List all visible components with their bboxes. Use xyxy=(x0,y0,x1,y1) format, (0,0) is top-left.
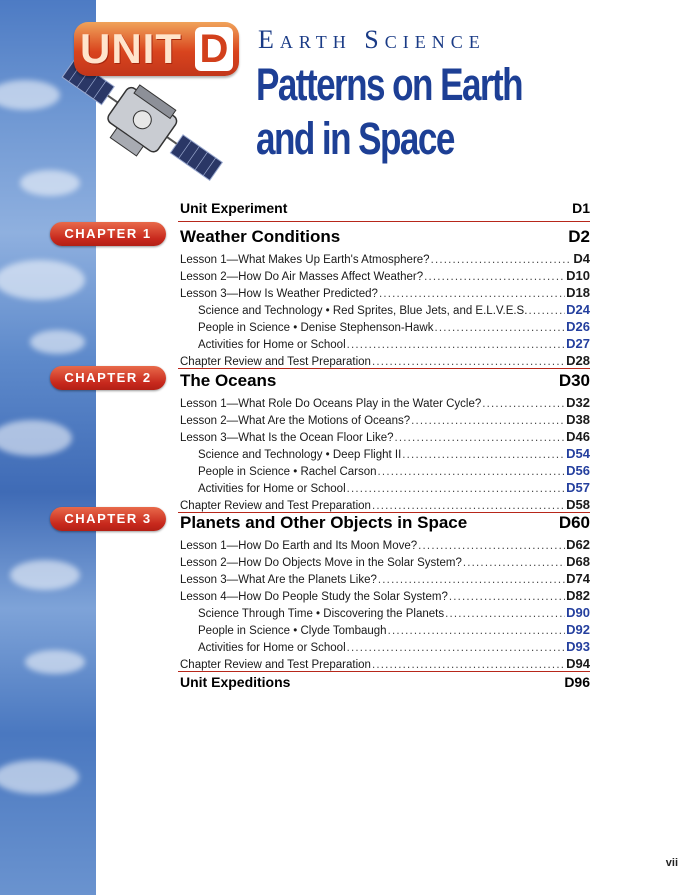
entry-page: D27 xyxy=(566,336,590,351)
entry-page: D62 xyxy=(566,537,590,552)
leader-dots xyxy=(388,624,566,639)
chapter-3-page: D60 xyxy=(558,513,590,532)
toc-entry[interactable] xyxy=(198,622,590,637)
unit-letter: D xyxy=(199,27,229,71)
entry-text: Activities for Home or School xyxy=(198,642,346,654)
entry-text: Lesson 3—What Are the Planets Like? xyxy=(180,574,377,586)
leader-dots xyxy=(347,641,566,656)
toc-entry[interactable] xyxy=(198,336,590,351)
toc-entry[interactable] xyxy=(180,285,590,300)
chapter-1-title: Weather Conditions xyxy=(180,227,341,246)
entry-text: Chapter Review and Test Preparation xyxy=(180,500,371,512)
chapter-2-title: The Oceans xyxy=(180,371,277,390)
unit-expeditions-row[interactable] xyxy=(180,674,590,690)
toc-entry[interactable] xyxy=(198,463,590,478)
divider-rule xyxy=(178,368,590,369)
toc-entry[interactable] xyxy=(198,605,590,620)
entry-text: Lesson 3—What Is the Ocean Floor Like? xyxy=(180,432,394,444)
toc-entry[interactable] xyxy=(180,395,590,410)
leader-dots xyxy=(378,573,565,588)
page-title: Patterns on Earth and in Space xyxy=(256,59,523,164)
entry-page: D58 xyxy=(566,497,590,512)
chapter-3-badge: CHAPTER 3 xyxy=(50,507,166,531)
leader-dots xyxy=(424,270,565,285)
toc-entry[interactable] xyxy=(180,554,590,569)
entry-page: D24 xyxy=(566,302,590,317)
entry-page: D74 xyxy=(566,571,590,586)
entry-page: D18 xyxy=(566,285,590,300)
toc-entry[interactable] xyxy=(180,497,590,512)
toc-entry[interactable] xyxy=(198,302,590,317)
entry-text: Lesson 2—How Do Air Masses Affect Weather? xyxy=(180,271,424,283)
divider-rule xyxy=(178,671,590,672)
entry-page: D4 xyxy=(573,251,590,266)
entry-page: D56 xyxy=(566,463,590,478)
toc-entry[interactable] xyxy=(180,537,590,552)
entry-text: Activities for Home or School xyxy=(198,483,346,495)
entry-text: Chapter Review and Test Preparation xyxy=(180,659,371,671)
entry-text: Science and Technology • Deep Flight II xyxy=(198,449,402,461)
entry-page: D54 xyxy=(566,446,590,461)
chapter-2-badge: CHAPTER 2 xyxy=(50,366,166,390)
chapter-2-heading[interactable] xyxy=(180,371,590,391)
toc-entry[interactable] xyxy=(198,319,590,334)
entry-text: Lesson 1—What Makes Up Earth's Atmosphere? xyxy=(180,254,430,266)
divider-rule xyxy=(178,221,590,222)
entry-text: Lesson 4—How Do People Study the Solar System? xyxy=(180,591,448,603)
entry-text: Science and Technology • Red Sprites, Blue Jets, and E.L.V.E.S. xyxy=(198,305,528,317)
toc-entry[interactable] xyxy=(180,353,590,368)
toc-entry[interactable] xyxy=(180,412,590,427)
unit-letter-box xyxy=(195,27,233,71)
unit-badge xyxy=(74,22,239,76)
entry-page: D82 xyxy=(566,588,590,603)
chapter-1-badge: CHAPTER 1 xyxy=(50,222,166,246)
leader-dots xyxy=(431,253,573,268)
chapter-2-page: D30 xyxy=(558,371,590,390)
entry-text: Science Through Time • Discovering the Planets xyxy=(198,608,445,620)
toc-entry[interactable] xyxy=(180,656,590,671)
chapter-3-heading[interactable] xyxy=(180,513,590,533)
unit-experiment-page: D1 xyxy=(572,200,590,216)
entry-text: People in Science • Clyde Tombaugh xyxy=(198,625,387,637)
unit-experiment-label: Unit Experiment xyxy=(180,200,288,216)
leader-dots xyxy=(418,539,565,554)
toc-entry[interactable] xyxy=(180,429,590,444)
entry-text: Activities for Home or School xyxy=(198,339,346,351)
entry-text: Chapter Review and Test Preparation xyxy=(180,356,371,368)
entry-page: D32 xyxy=(566,395,590,410)
toc-entry[interactable] xyxy=(180,571,590,586)
leader-dots xyxy=(347,338,566,353)
toc-entry[interactable] xyxy=(180,268,590,283)
leader-dots xyxy=(434,321,565,336)
leader-dots xyxy=(528,304,565,319)
leader-dots xyxy=(463,556,565,571)
leader-dots xyxy=(411,414,565,429)
entry-page: D92 xyxy=(566,622,590,637)
leader-dots xyxy=(395,431,566,446)
leader-dots xyxy=(445,607,565,622)
entry-page: D10 xyxy=(566,268,590,283)
unit-word: UNIT xyxy=(80,25,182,72)
leader-dots xyxy=(482,397,565,412)
toc-entry[interactable] xyxy=(180,251,590,266)
chapter-1-heading[interactable] xyxy=(180,227,590,247)
leader-dots xyxy=(402,448,565,463)
page-number: vii xyxy=(665,857,678,869)
entry-page: D57 xyxy=(566,480,590,495)
chapter-3-title: Planets and Other Objects in Space xyxy=(180,513,468,532)
entry-text: Lesson 3—How Is Weather Predicted? xyxy=(180,288,378,300)
leader-dots xyxy=(347,482,566,497)
entry-page: D68 xyxy=(566,554,590,569)
entry-text: Lesson 2—How Do Objects Move in the Solar System? xyxy=(180,557,462,569)
unit-experiment-row[interactable] xyxy=(180,200,590,216)
entry-page: D46 xyxy=(566,429,590,444)
entry-page: D26 xyxy=(566,319,590,334)
leader-dots xyxy=(449,590,565,605)
leader-dots xyxy=(378,465,566,480)
unit-expeditions-page: D96 xyxy=(564,674,590,690)
toc-entry[interactable] xyxy=(198,446,590,461)
toc-entry[interactable] xyxy=(198,480,590,495)
entry-text: Lesson 1—How Do Earth and Its Moon Move? xyxy=(180,540,418,552)
entry-page: D38 xyxy=(566,412,590,427)
entry-text: Lesson 1—What Role Do Oceans Play in the Water Cycle? xyxy=(180,398,482,410)
subject-heading: Earth Science xyxy=(258,25,486,54)
entry-text: People in Science • Denise Stephenson-Hawk xyxy=(198,322,434,334)
entry-page: D94 xyxy=(566,656,590,671)
leader-dots xyxy=(379,287,565,302)
entry-page: D90 xyxy=(566,605,590,620)
entry-page: D93 xyxy=(566,639,590,654)
toc-entry[interactable] xyxy=(198,639,590,654)
chapter-1-page: D2 xyxy=(568,227,590,246)
entry-text: Lesson 2—What Are the Motions of Oceans? xyxy=(180,415,411,427)
unit-expeditions-label: Unit Expeditions xyxy=(180,674,291,690)
entry-text: People in Science • Rachel Carson xyxy=(198,466,377,478)
toc-entry[interactable] xyxy=(180,588,590,603)
entry-page: D28 xyxy=(566,353,590,368)
